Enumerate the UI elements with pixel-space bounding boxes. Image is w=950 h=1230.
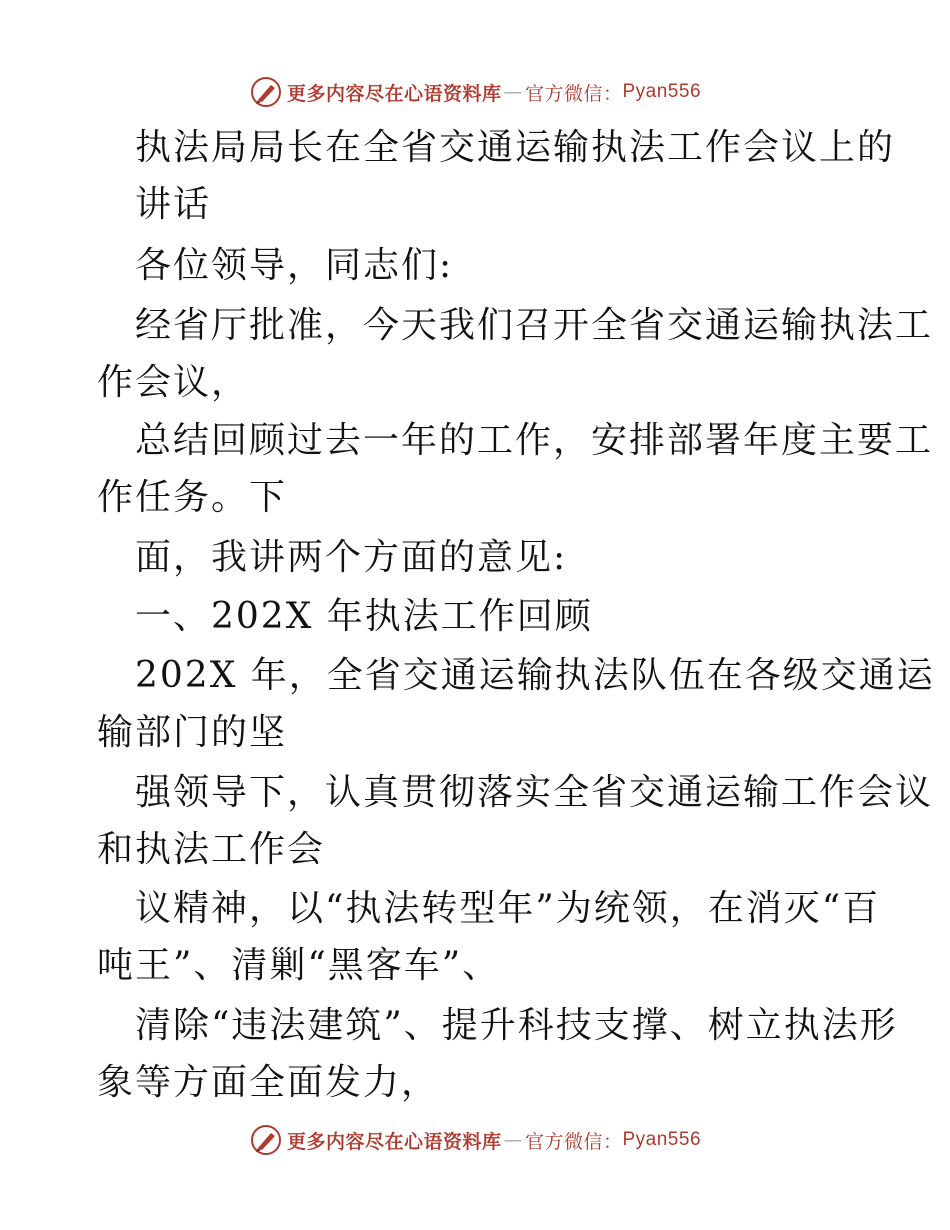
banner-separator: — [503,81,523,103]
text-line: 强领导下，认真贯彻落实全省交通运输工作会议 [135,772,934,813]
text-line: 象等方面全面发力， [97,1062,440,1103]
text-line: 清除“违法建筑”、提升科技支撑、树立执法形 [135,1005,898,1046]
banner-wechat-id: Pyan556 [622,81,702,102]
text-line: 讲话 [135,184,212,225]
banner-official: 官方微信： [524,1130,623,1153]
text-line: 一、202X 年执法工作回顾 [135,596,593,637]
text-line: 和执法工作会 [97,829,326,870]
banner-official: 官方微信： [524,82,623,105]
text-line: 作会议， [97,362,250,403]
text-line: 总结回顾过去一年的工作，安排部署年度主要工 [135,420,934,461]
text-line: 作任务。下 [97,477,288,518]
pen-logo-icon [249,1123,283,1157]
text-line: 输部门的坚 [97,712,288,753]
text-line: 执法局局长在全省交通运输执法工作会议上的 [135,127,896,168]
text-line: 202X 年，全省交通运输执法队伍在各级交通运 [135,655,935,696]
header-banner [0,72,950,112]
banner-prefix: 更多内容尽在心语资料库 [286,82,502,105]
banner-wechat-id: Pyan556 [622,1129,702,1150]
pen-logo-icon [249,75,283,109]
text-line: 经省厅批准，今天我们召开全省交通运输执法工 [135,305,934,346]
banner-separator: — [503,1129,523,1151]
text-line: 吨王”、清剿“黑客车”、 [97,945,501,986]
banner-prefix: 更多内容尽在心语资料库 [286,1130,502,1153]
text-line: 议精神，以“执法转型年”为统领，在消灭“百 [135,888,881,929]
footer-banner [0,1120,950,1160]
text-line: 各位领导，同志们: [135,245,454,286]
text-line: 面，我讲两个方面的意见: [135,537,568,578]
